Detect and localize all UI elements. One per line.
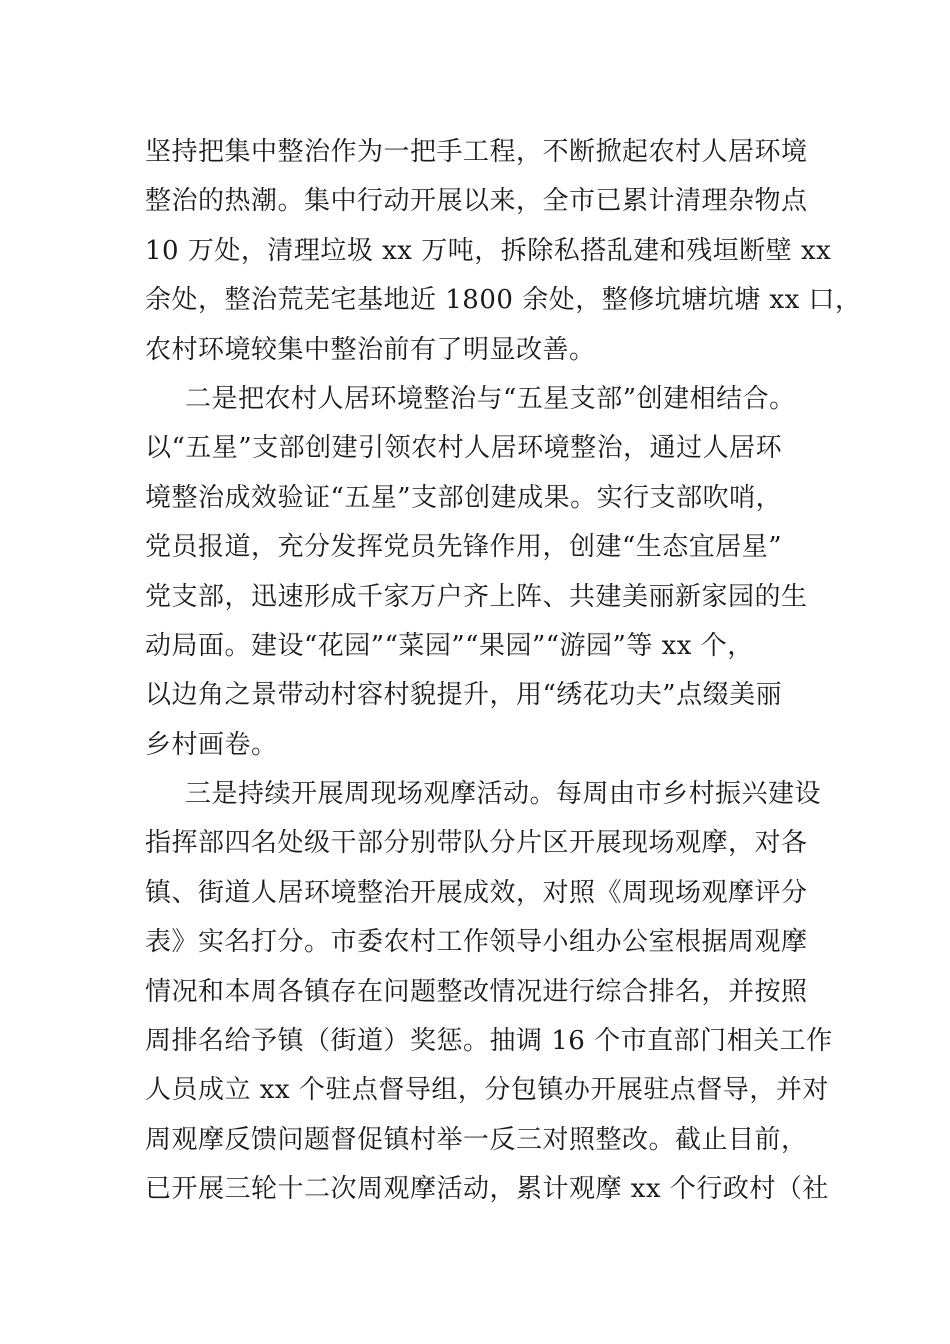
text-line: 党员报道，充分发挥党员先锋作用，创建“生态宜居星”	[145, 532, 783, 563]
text-line: 境整治成效验证“五星”支部创建成果。实行支部吹哨，	[145, 482, 783, 513]
text-line: 情况和本周各镇存在问题整改情况进行综合排名，并按照	[145, 976, 808, 1007]
text-line: 余处，整治荒芜宅基地近 1800 余处，整修坑塘坑塘 xx 口，	[145, 285, 862, 316]
text-line: 已开展三轮十二次周观摩活动，累计观摩 xx 个行政村（社	[145, 1174, 829, 1205]
text-line: 乡村画卷。	[145, 729, 278, 760]
text-line: 周观摩反馈问题督促镇村举一反三对照整改。截止目前，	[145, 1124, 808, 1155]
text-line: 坚持把集中整治作为一把手工程，不断掀起农村人居环境	[145, 137, 808, 167]
text-line: 农村环境较集中整治前有了明显改善。	[145, 334, 596, 365]
text-line: 以“五星”支部创建引领农村人居环境整治，通过人居环	[145, 433, 783, 464]
text-line: 党支部，迅速形成千家万户齐上阵、共建美丽新家园的生	[145, 581, 808, 612]
text-line: 整治的热潮。集中行动开展以来，全市已累计清理杂物点	[145, 186, 808, 217]
text-line: 10 万处，清理垃圾 xx 万吨，拆除私搭乱建和残垣断壁 xx	[145, 235, 832, 266]
text-line: 镇、街道人居环境整治开展成效，对照《周现场观摩评分	[145, 877, 808, 908]
text-line: 以边角之景带动村容村貌提升，用“绣花功夫”点缀美丽	[145, 680, 783, 711]
text-line: 动局面。建设“花园”“菜园”“果园”“游园”等 xx 个，	[145, 630, 754, 661]
text-line: 人员成立 xx 个驻点督导组，分包镇办开展驻点督导，并对	[145, 1075, 829, 1106]
paragraph-heading-line: 二是把农村人居环境整治与“五星支部”创建相结合。	[185, 383, 796, 414]
body-text	[145, 128, 862, 1215]
text-line: 周排名给予镇（街道）奖惩。抽调 16 个市直部门相关工作	[145, 1026, 833, 1057]
paragraph-heading-line: 三是持续开展周现场观摩活动。每周由市乡村振兴建设	[185, 779, 822, 810]
text-line: 表》实名打分。市委农村工作领导小组办公室根据周观摩	[145, 927, 808, 958]
text-line: 指挥部四名处级干部分别带队分片区开展现场观摩，对各	[145, 828, 808, 859]
